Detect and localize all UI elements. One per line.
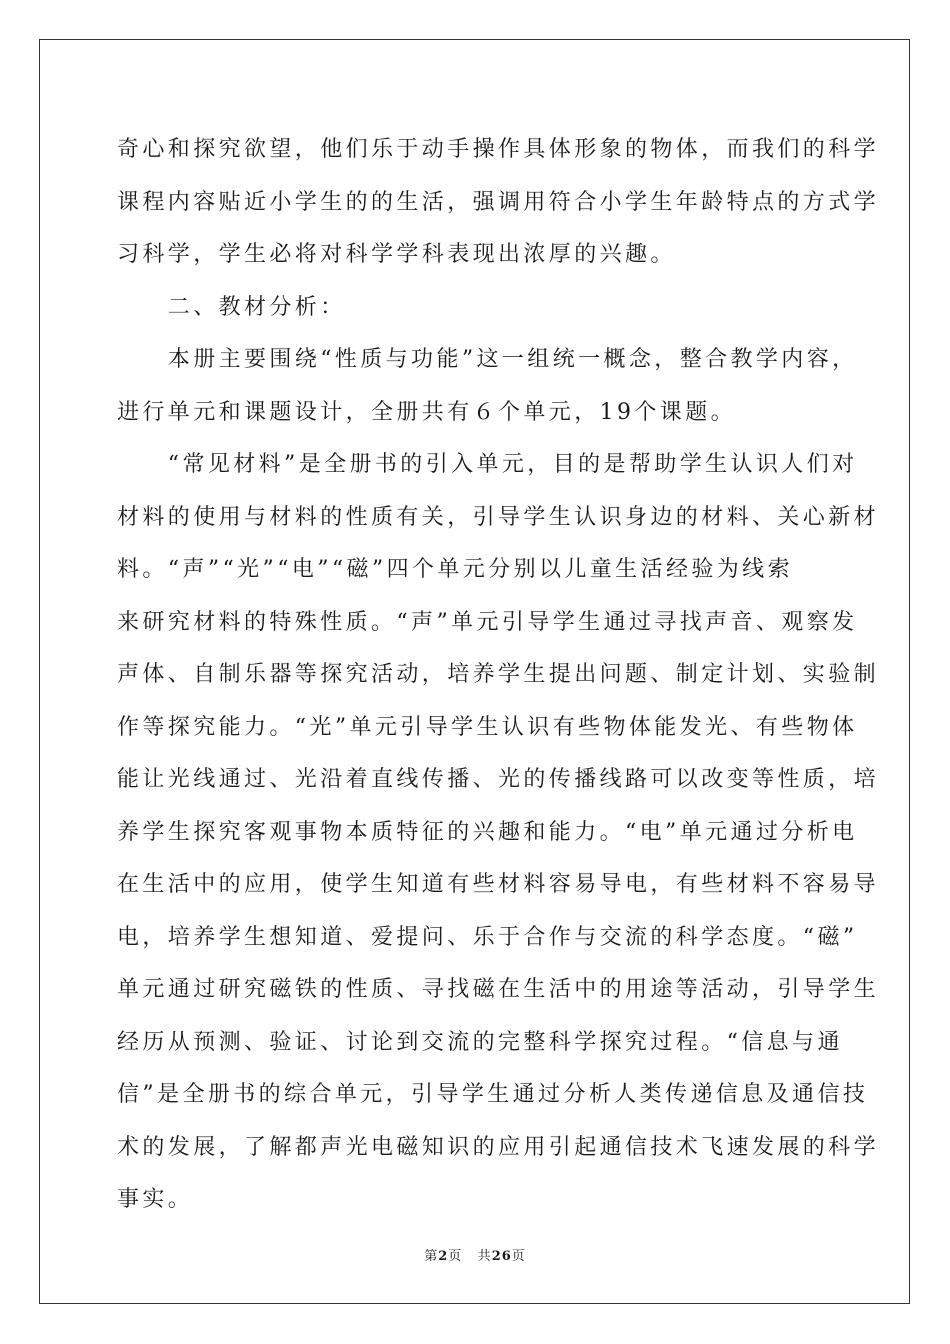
text-line: 课程内容贴近小学生的的生活，强调用符合小学生年龄特点的方式学 <box>117 189 880 215</box>
text-line: 电，培养学生想知道、爱提问、乐于合作与交流的科学态度。“磁” <box>117 924 858 950</box>
text-line: 在生活中的应用，使学生知道有些材料容易导电，有些材料不容易导 <box>117 872 880 897</box>
text-line: 本册主要围绕“性质与功能”这一组统一概念，整合教学内容， <box>117 347 858 372</box>
text-line: 事实。 <box>117 1187 194 1212</box>
text-line: 来研究材料的特殊性质。“声”单元引导学生通过寻找声音、观察发 <box>117 609 858 635</box>
text-line: 经历从预测、验证、讨论到交流的完整科学探究过程。“信息与通 <box>117 1029 843 1055</box>
text-line: 养学生探究客观事物本质特征的兴趣和能力。“电”单元通过分析电 <box>117 819 858 845</box>
page-footer <box>0 1245 950 1264</box>
page-number-prefix: 第 <box>424 1249 439 1264</box>
text-line: 作等探究能力。“光”单元引导学生认识有些物体能发光、有些物体 <box>117 714 858 740</box>
text-line: 习科学，学生必将对科学学科表现出浓厚的兴趣。 <box>117 242 676 267</box>
page-number-suffix: 页 <box>448 1249 463 1264</box>
text-line: “常见材料”是全册书的引入单元，目的是帮助学生认识人们对 <box>117 452 858 477</box>
text-line: 料。“声”“光”“电”“磁”四个单元分别以儿童生活经验为线索 <box>117 557 793 582</box>
document-body <box>117 124 880 1227</box>
total-page-count: 26 <box>491 1249 512 1264</box>
text-line: 材料的使用与材料的性质有关，引导学生认识身边的材料、关心新材 <box>117 504 880 530</box>
total-pages-prefix: 共 <box>477 1249 492 1264</box>
text-line: 进行单元和课题设计，全册共有６个单元，19个课题。 <box>117 399 736 425</box>
text-line: 信”是全册书的综合单元，引导学生通过分析人类传递信息及通信技 <box>117 1082 869 1107</box>
total-pages-suffix: 页 <box>511 1249 526 1264</box>
text-line: 声体、自制乐器等探究活动，培养学生提出问题、制定计划、实验制 <box>117 662 880 687</box>
text-line: 单元通过研究磁铁的性质、寻找磁在生活中的用途等活动，引导学生 <box>117 977 880 1002</box>
text-line: 能让光线通过、光沿着直线传播、光的传播线路可以改变等性质，培 <box>117 767 880 792</box>
section-heading: 二、教材分析： <box>117 294 346 320</box>
text-line: 奇心和探究欲望，他们乐于动手操作具体形象的物体，而我们的科学 <box>117 137 880 162</box>
current-page-number: 2 <box>438 1249 449 1264</box>
text-line: 术的发展，了解都声光电磁知识的应用引起通信技术飞速发展的科学 <box>117 1134 880 1160</box>
